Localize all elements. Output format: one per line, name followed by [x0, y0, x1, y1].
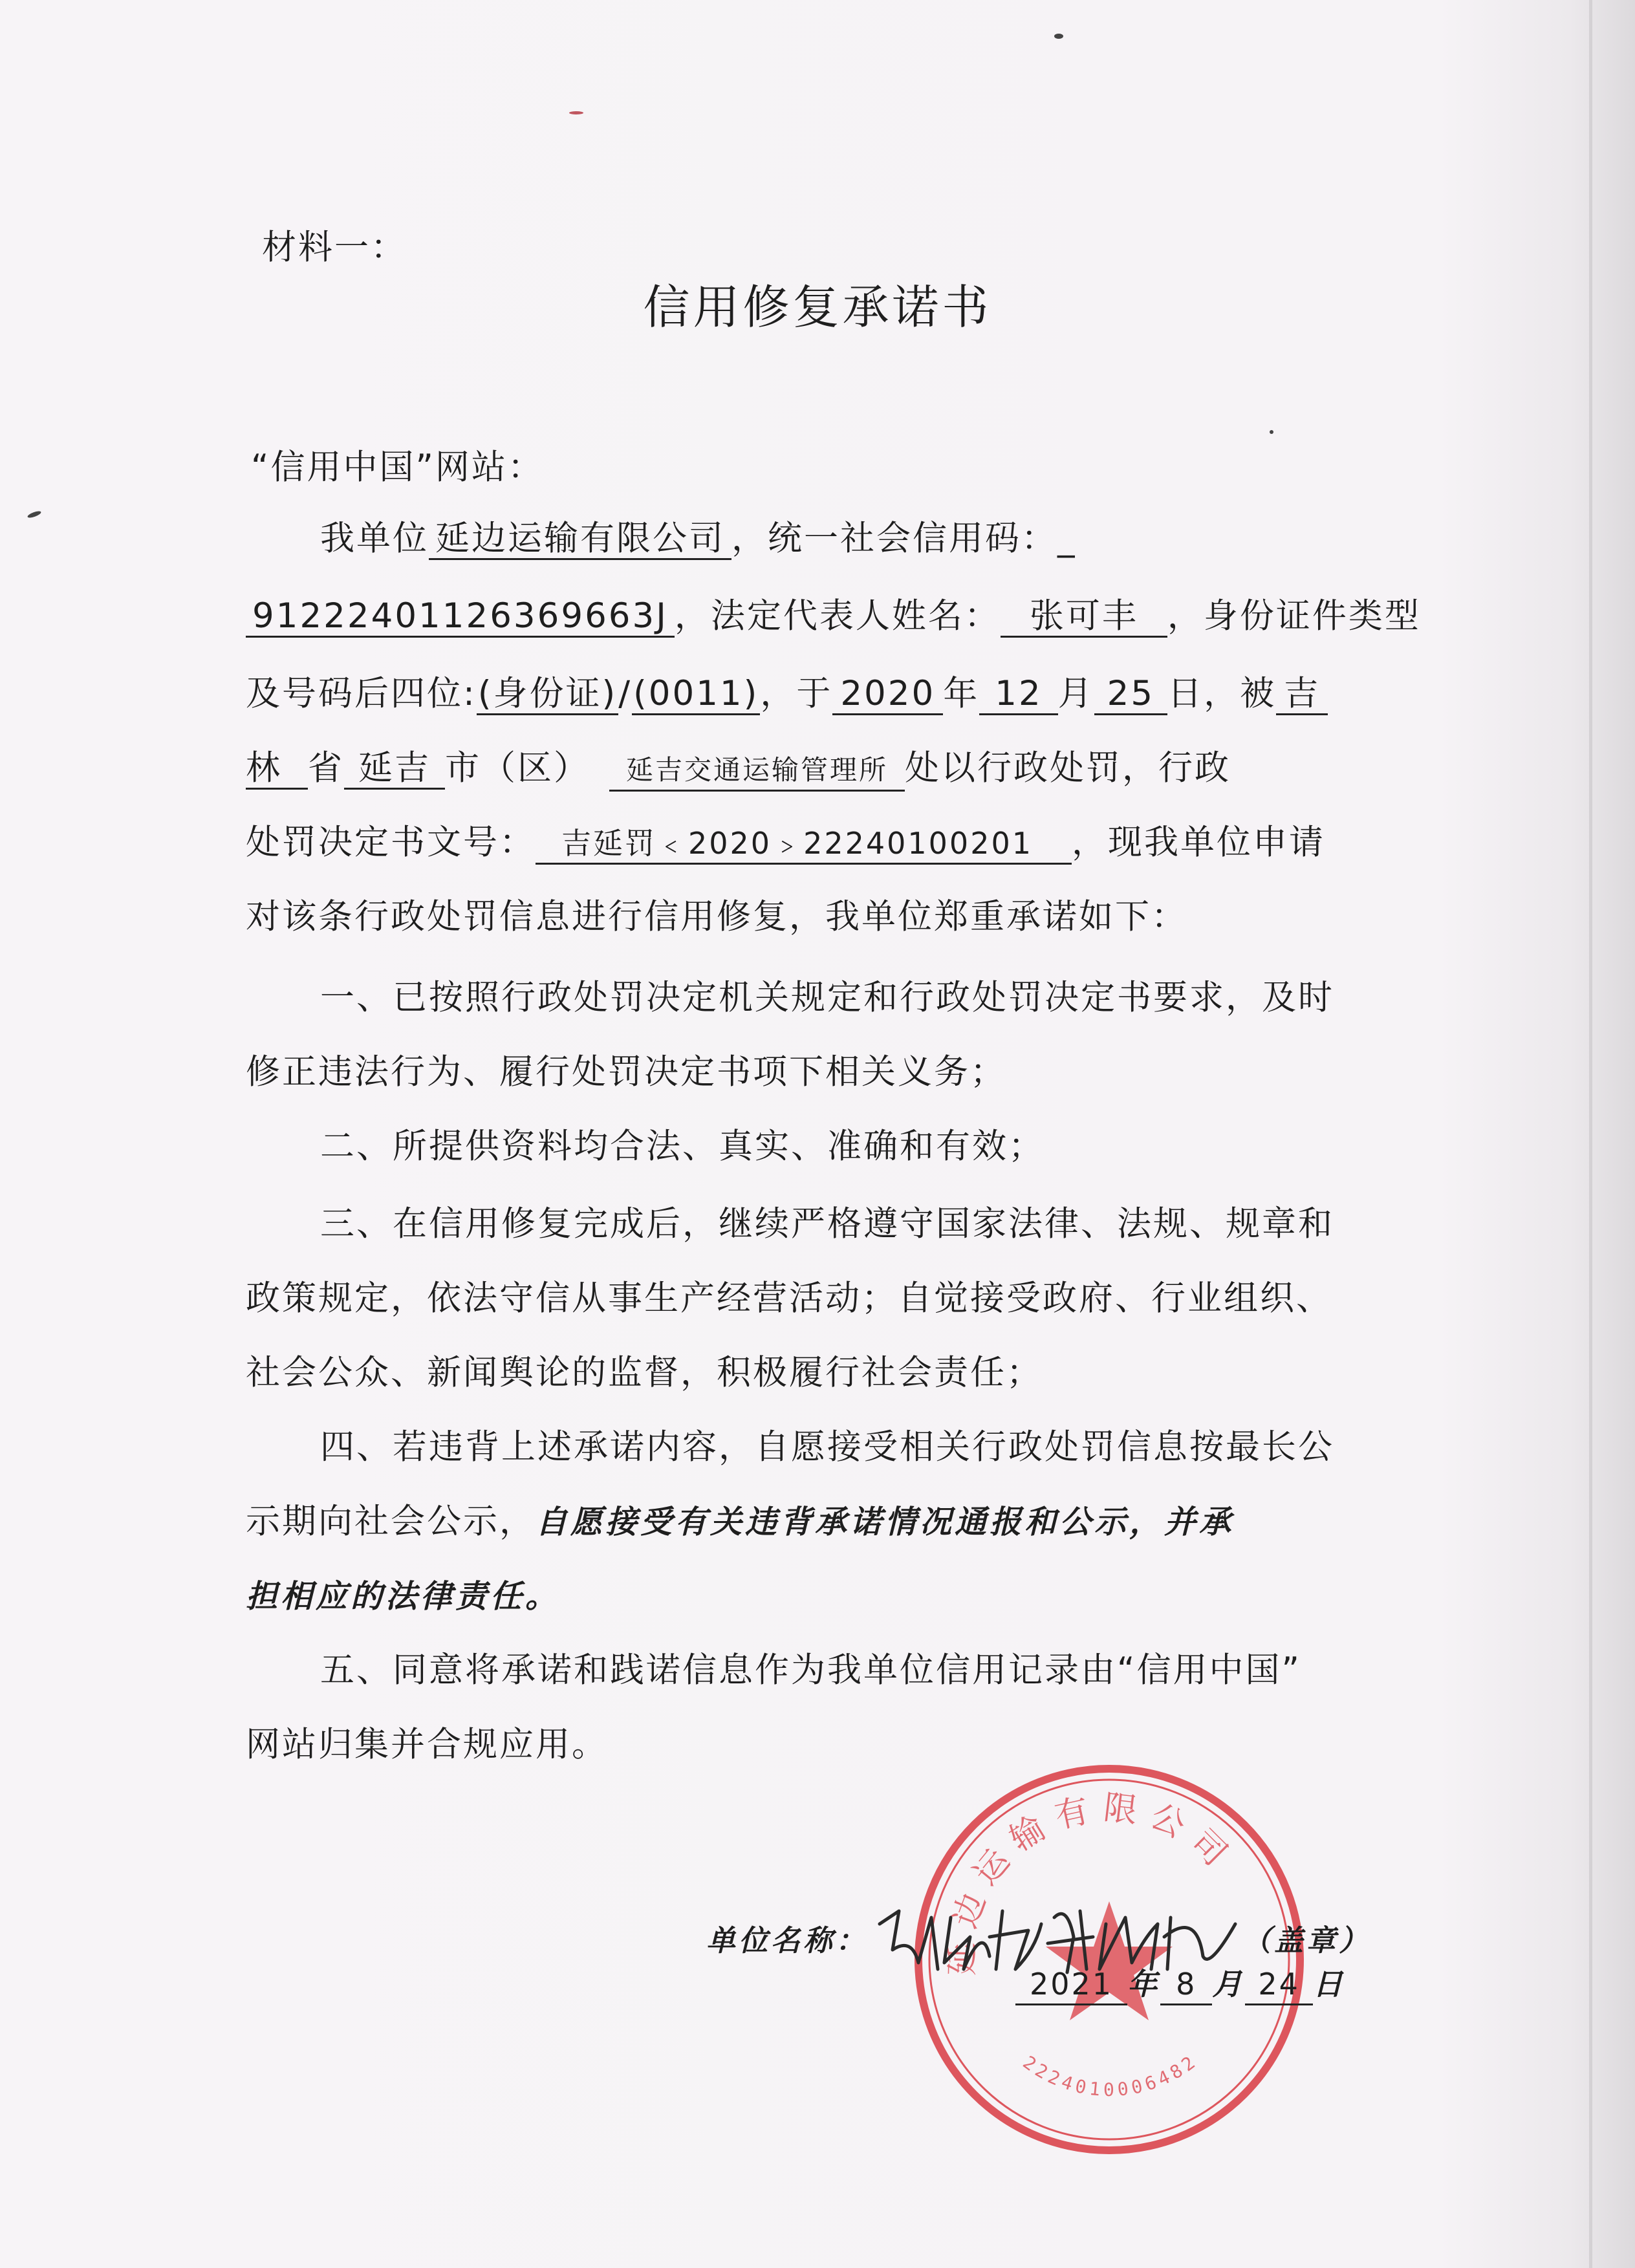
stamp-note: （盖章）	[1242, 1923, 1372, 1958]
scan-speck	[569, 111, 583, 114]
document-title: 信用修复承诺书	[643, 280, 992, 334]
scan-speck	[1270, 430, 1273, 434]
intro-line-6: 对该条行政处罚信息进行信用修复，我单位郑重承诺如下：	[246, 897, 1187, 936]
item-4-line-1: 四、若违背上述承诺内容，自愿接受相关行政处罚信息按最长公	[320, 1427, 1334, 1467]
material-label: 材料一：	[262, 228, 407, 267]
page-edge-shadow	[1589, 0, 1592, 2268]
intro-line-1: 我单位 延边运输有限公司 ，统一社会信用码：_	[320, 517, 1077, 560]
city-field: 延吉	[344, 749, 445, 790]
sign-day-field: 24	[1245, 1965, 1313, 2005]
authority-field: 延吉交通运输管理所	[609, 751, 905, 792]
addressee: “信用中国”网站：	[251, 448, 544, 487]
decision-number-field: 吉延罚﹤2020﹥22240100201	[536, 824, 1072, 865]
item-5-line-1: 五、同意将承诺和践诺信息作为我单位信用记录由“信用中国”	[320, 1650, 1301, 1690]
province-field-end: 林	[246, 749, 308, 790]
item-1-line-2: 修正违法行为、履行处罚决定书项下相关义务；	[246, 1052, 1006, 1092]
year-field: 2020	[832, 675, 943, 715]
item-2-line-1: 二、所提供资料均合法、真实、准确和有效；	[320, 1127, 1045, 1166]
item-4-line-2: 示期向社会公示，自愿接受有关违背承诺情况通报和公示，并承	[246, 1502, 1235, 1541]
intro-line-4: 林 省 延吉 市（区） 延吉交通运输管理所 处以行政处罚，行政	[246, 747, 1231, 792]
item-3-line-2: 政策规定，依法守信从事生产经营活动；自觉接受政府、行业组织、	[246, 1279, 1332, 1318]
intro-line-3: 及号码后四位:(身份证)/(0011)，于 2020 年 12 月 25 日，被 吉	[246, 673, 1328, 715]
unit-name-label: 单位名称：	[706, 1923, 869, 1958]
day-field: 25	[1094, 675, 1167, 715]
svg-text:延边运输有限公司: 延边运输有限公司	[942, 1788, 1243, 1976]
province-field-start: 吉	[1276, 675, 1328, 715]
sign-year-field: 2021	[1015, 1965, 1127, 2005]
item-3-line-1: 三、在信用修复完成后，继续严格遵守国家法律、法规、规章和	[320, 1204, 1334, 1244]
id-type-field: (身份证)	[477, 675, 618, 715]
sign-month-field: 8	[1160, 1965, 1212, 2005]
item-4-line-3: 担相应的法律责任。	[246, 1577, 561, 1615]
svg-text:2224010006482: 2224010006482	[1019, 2049, 1202, 2101]
id-last4-field: (0011)	[632, 675, 760, 715]
item-3-line-3: 社会公众、新闻舆论的监督，积极履行社会责任；	[246, 1353, 1043, 1392]
scan-speck	[1054, 34, 1063, 39]
intro-line-5: 处罚决定书文号： 吉延罚﹤2020﹥22240100201 ，现我单位申请	[246, 821, 1325, 865]
credit-code-field: 91222401126369663J	[246, 597, 675, 638]
signature-name-text	[1035, 1924, 1206, 1967]
item-5-line-2: 网站归集并合规应用。	[246, 1725, 608, 1764]
month-field: 12	[979, 675, 1057, 715]
intro-line-2: 91222401126369663J ，法定代表人姓名： 张可丰 ，身份证件类型	[246, 595, 1421, 638]
legal-rep-field: 张可丰	[1001, 597, 1167, 638]
sign-date: 2021 年 8 月 24 日	[1015, 1963, 1346, 2005]
company-name-field: 延边运输有限公司	[429, 519, 731, 560]
item-1-line-1: 一、已按照行政处罚决定机关规定和行政处罚决定书要求，及时	[320, 978, 1334, 1017]
